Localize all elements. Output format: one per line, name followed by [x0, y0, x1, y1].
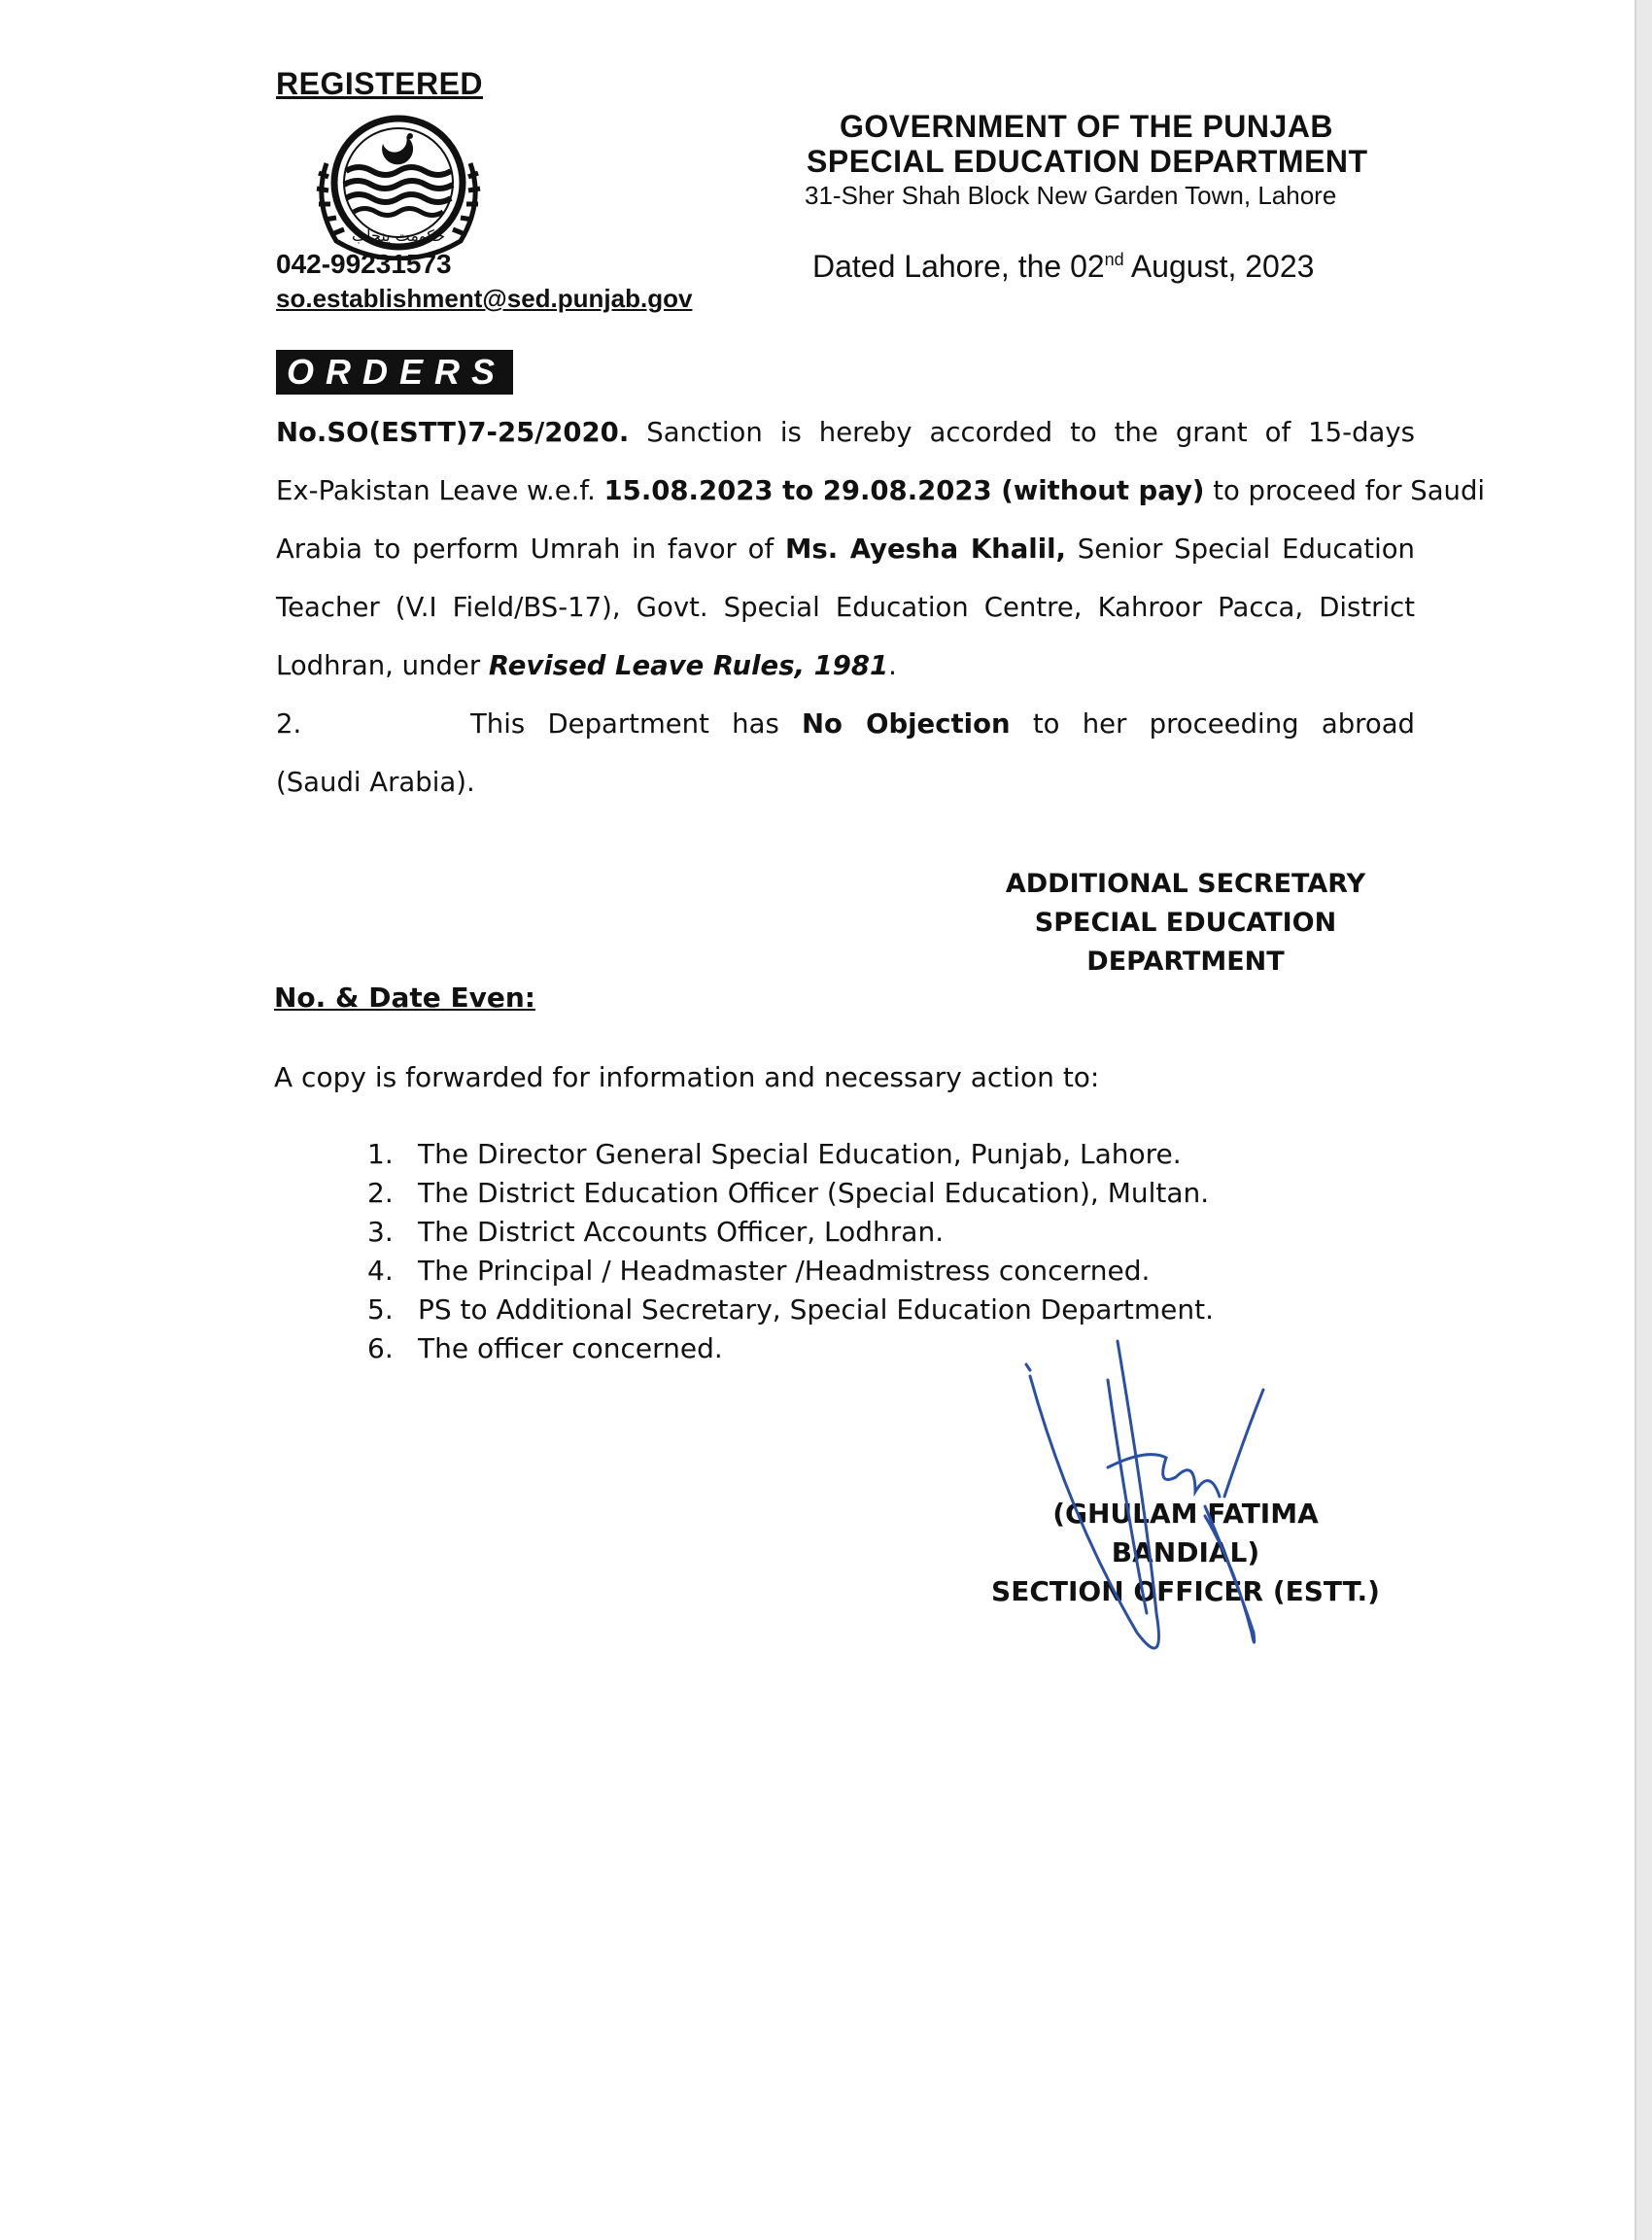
date-suffix: August, 2023: [1123, 249, 1315, 284]
officer-designation: SECTION OFFICER (ESTT.): [991, 1575, 1380, 1607]
list-item-number: 6.: [367, 1332, 394, 1364]
para1-line3: [276, 520, 1415, 578]
para2-b: to her proceeding abroad: [1010, 708, 1415, 740]
para1-line2: [276, 462, 1486, 520]
list-item-number: 1.: [367, 1138, 394, 1170]
signatory-line2: SPECIAL EDUCATION: [1034, 908, 1337, 938]
list-item-number: 2.: [367, 1177, 394, 1209]
registered-label: REGISTERED: [276, 66, 484, 101]
orders-heading: ORDERS: [276, 350, 513, 395]
email-address[interactable]: so.establishment@sed.punjab.gov: [276, 284, 693, 313]
list-item-text: The Principal / Headmaster /Headmistress concerned.: [418, 1255, 1151, 1287]
para1-line3-b: Senior Special Education: [1066, 534, 1415, 565]
para2-a: This Department has: [470, 708, 803, 740]
para1-line5-a: Lodhran, under: [276, 650, 489, 681]
list-item-text: The Director General Special Education, Punjab, Lahore.: [418, 1138, 1182, 1170]
punjab-emblem-logo: [297, 115, 499, 260]
logo-text: حکومت پنجاب: [352, 226, 445, 245]
handwritten-signature: [1011, 1322, 1302, 1710]
list-item: [367, 1135, 1214, 1174]
officer-name: (GHULAM FATIMA BANDIAL): [1052, 1498, 1319, 1568]
date-prefix: Dated Lahore, the 02: [812, 249, 1105, 284]
leave-rules: Revised Leave Rules, 1981: [488, 650, 889, 681]
list-item: [367, 1174, 1214, 1213]
signatory-block: [991, 865, 1380, 982]
signatory-line1: ADDITIONAL SECRETARY: [1005, 869, 1366, 899]
department-address: 31-Sher Shah Block New Garden Town, Lahore: [805, 181, 1337, 210]
para1-line2-b: to proceed for Saudi: [1204, 475, 1486, 506]
list-item-number: 3.: [367, 1216, 394, 1248]
list-item: [367, 1213, 1214, 1252]
no-objection: No Objection: [802, 708, 1011, 740]
list-item-text: The District Education Officer (Special Education), Multan.: [418, 1177, 1210, 1209]
para1-line1: [276, 403, 1415, 462]
list-item-number: 4.: [367, 1255, 394, 1287]
employee-name: Ms. Ayesha Khalil,: [784, 534, 1066, 565]
para2-number: 2.: [276, 708, 302, 740]
list-item-text: The District Accounts Officer, Lodhran.: [418, 1216, 945, 1248]
para1-line5-b: .: [888, 650, 897, 681]
forward-text: A copy is forwarded for information and necessary action to:: [274, 1061, 1100, 1093]
reference-number: No.SO(ESTT)7-25/2020.: [276, 417, 630, 448]
department-title: SPECIAL EDUCATION DEPARTMENT: [807, 144, 1368, 179]
list-item-text: PS to Additional Secretary, Special Education Department.: [418, 1293, 1214, 1326]
para1-line3-a: Arabia to perform Umrah in favor of: [276, 534, 785, 565]
list-item: [367, 1252, 1214, 1291]
list-item-number: 5.: [367, 1293, 394, 1326]
para2-line2: (Saudi Arabia).: [276, 767, 475, 798]
para2-line1: [470, 695, 1415, 753]
phone-number: 042-99231573: [276, 249, 452, 279]
government-title: GOVERNMENT OF THE PUNJAB: [840, 109, 1334, 144]
no-date-even-label: No. & Date Even:: [274, 982, 535, 1014]
leave-dates: 15.08.2023 to 29.08.2023 (without pay): [603, 475, 1205, 506]
para1-line4: Teacher (V.I Field/BS-17), Govt. Special Education Centre, Kahroor Pacca, District: [276, 592, 1415, 623]
date-line: [812, 249, 1314, 285]
signatory-line3: DEPARTMENT: [1086, 947, 1285, 977]
para1-line5: [276, 637, 1415, 695]
para1-line2-a: Ex-Pakistan Leave w.e.f.: [276, 475, 604, 506]
para1-line1-text: Sanction is hereby accorded to the grant of 15-days: [629, 417, 1415, 448]
date-superscript: nd: [1104, 250, 1124, 269]
list-item-text: The officer concerned.: [418, 1332, 723, 1364]
